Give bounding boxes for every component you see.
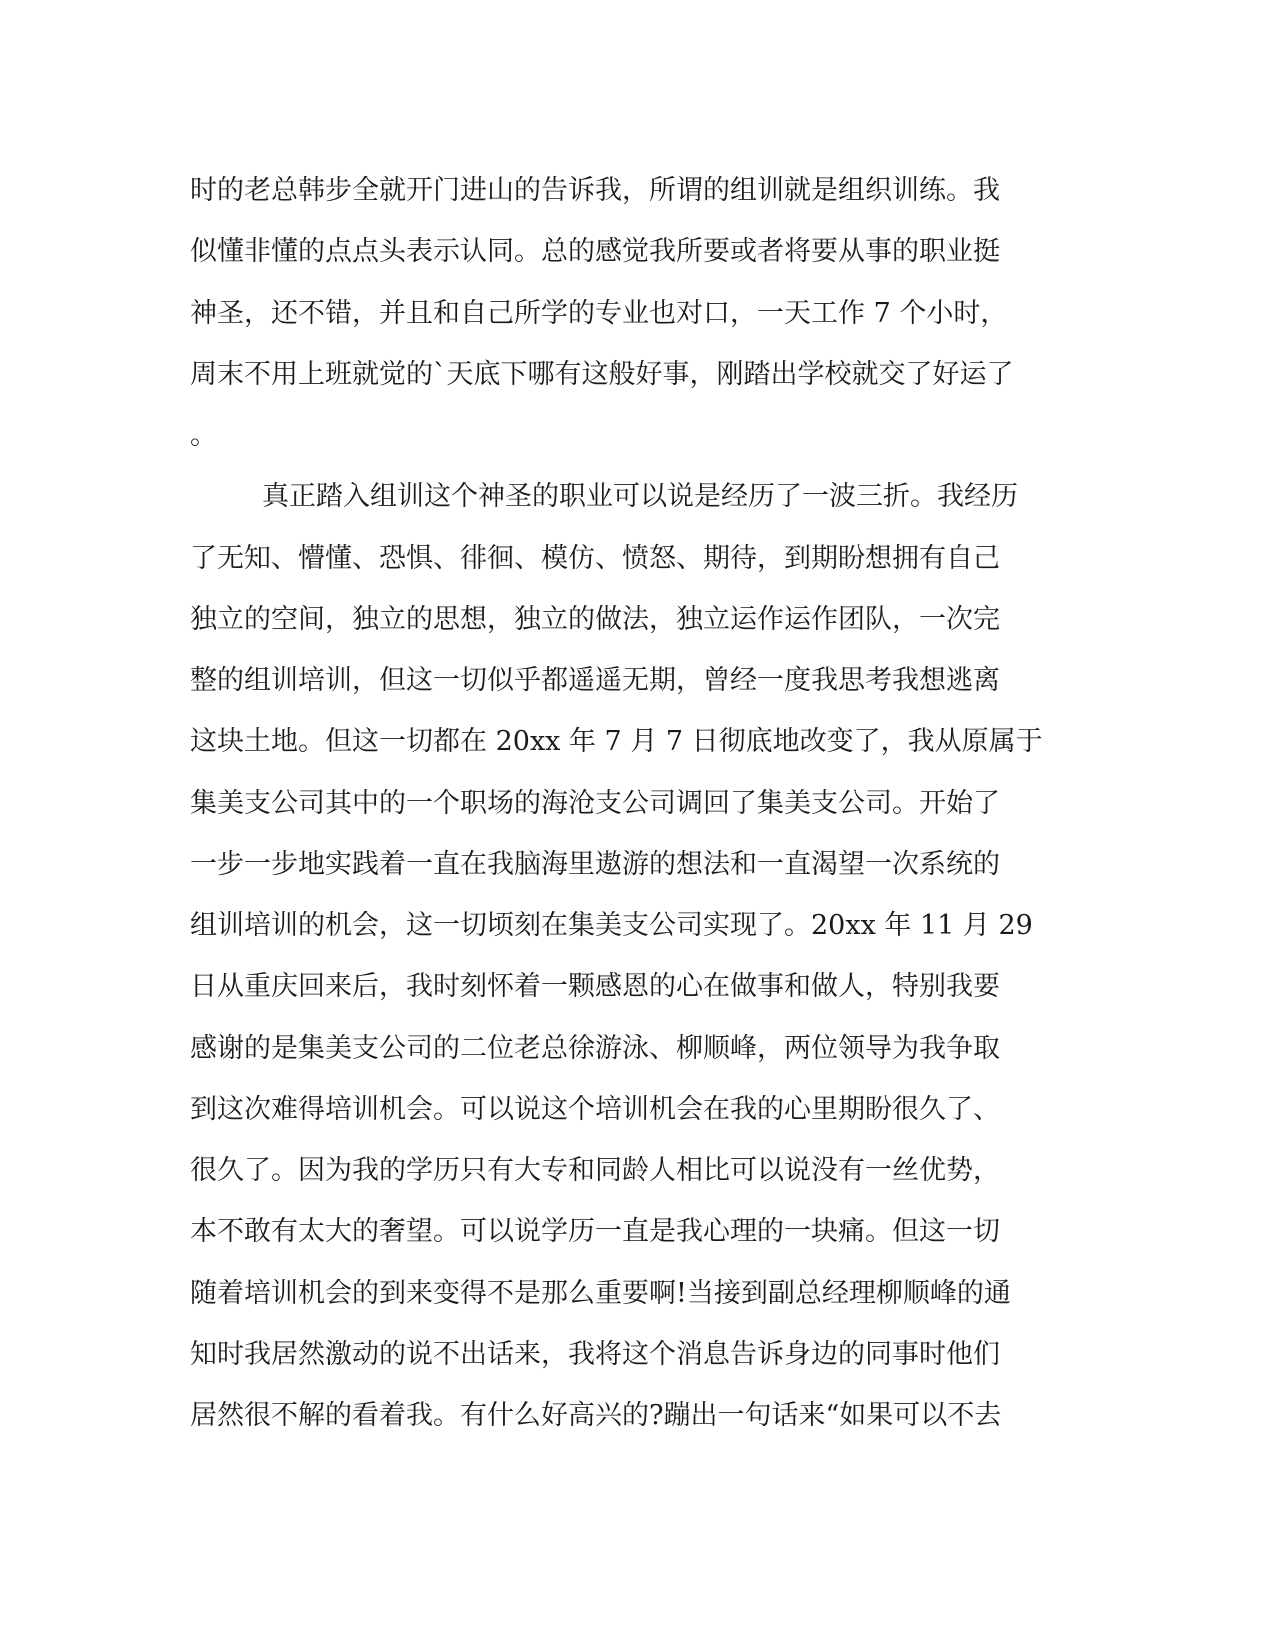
text-line: 随着培训机会的到来变得不是那么重要啊!当接到副总经理柳顺峰的通 bbox=[190, 1277, 1011, 1309]
text-line: 很久了。因为我的学历只有大专和同龄人相比可以说没有一丝优势， bbox=[190, 1155, 1000, 1186]
text-line: 知时我居然激动的说不出话来，我将这个消息告诉身边的同事时他们 bbox=[190, 1338, 1000, 1370]
text-line: 神圣，还不错，并且和自己所学的专业也对口，一天工作 7 个小时， bbox=[190, 297, 1008, 329]
text-line: 日从重庆回来后，我时刻怀着一颗感恩的心在做事和做人，特别我要 bbox=[190, 971, 1000, 1003]
text-line: 到这次难得培训机会。可以说这个培训机会在我的心里期盼很久了、 bbox=[190, 1093, 1000, 1125]
text-line: 整的组训培训，但这一切似乎都遥遥无期，曾经一度我思考我想逃离 bbox=[190, 665, 1000, 696]
text-line: 。 bbox=[190, 420, 217, 451]
text-line: 周末不用上班就觉的`天底下哪有这般好事，刚踏出学校就交了好运了 bbox=[190, 358, 1014, 390]
text-line: 似懂非懂的点点头表示认同。总的感觉我所要或者将要从事的职业挺 bbox=[190, 236, 1000, 268]
text-line: 组训培训的机会，这一切顷刻在集美支公司实现了。20xx 年 11 月 29 bbox=[190, 910, 1033, 941]
text-line: 独立的空间，独立的思想，独立的做法，独立运作运作团队，一次完 bbox=[190, 603, 1000, 635]
text-line: 了无知、懵懂、恐惧、徘徊、模仿、愤怒、期待，到期盼想拥有自己 bbox=[190, 542, 1000, 574]
text-line: 集美支公司其中的一个职场的海沧支公司调回了集美支公司。开始了 bbox=[190, 787, 1000, 819]
text-line: 本不敢有太大的奢望。可以说学历一直是我心理的一块痛。但这一切 bbox=[190, 1216, 1000, 1248]
text-line: 时的老总韩步全就开门进山的告诉我，所谓的组训就是组织训练。我 bbox=[190, 175, 1000, 206]
text-line: 一步一步地实践着一直在我脑海里遨游的想法和一直渴望一次系统的 bbox=[190, 848, 1000, 880]
text-line: 感谢的是集美支公司的二位老总徐游泳、柳顺峰，两位领导为我争取 bbox=[190, 1032, 1000, 1064]
text-line: 这块土地。但这一切都在 20xx 年 7 月 7 日彻底地改变了，我从原属于 bbox=[190, 726, 1043, 758]
paragraph-first-line: 真正踏入组训这个神圣的职业可以说是经历了一波三折。我经历 bbox=[262, 481, 1018, 513]
body-text bbox=[190, 160, 1090, 1446]
text-line: 居然很不解的看着我。有什么好高兴的?蹦出一句话来“如果可以不去 bbox=[190, 1400, 1002, 1431]
